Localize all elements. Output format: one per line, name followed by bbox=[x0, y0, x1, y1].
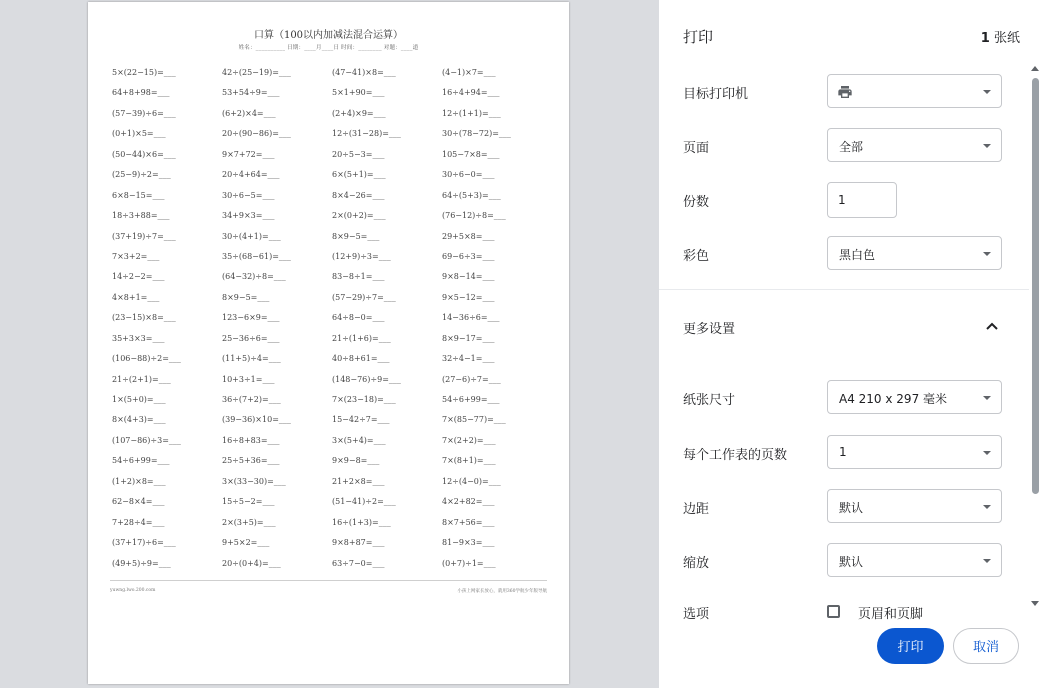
destination-row bbox=[683, 74, 1003, 110]
problem-item: 25÷5+36=___ bbox=[222, 456, 280, 466]
scroll-down-arrow[interactable] bbox=[1031, 601, 1039, 606]
problem-item: 30÷(78−72)=___ bbox=[442, 129, 511, 139]
paper-size-row bbox=[683, 380, 1003, 416]
problem-item: 9×8−14=___ bbox=[442, 272, 495, 282]
problem-item: 6×(5+1)=___ bbox=[332, 170, 386, 180]
problem-item: 54÷6+99=___ bbox=[442, 395, 500, 404]
problem-item: 8×9−5=___ bbox=[332, 231, 380, 241]
copies-row bbox=[683, 182, 1003, 218]
problem-row bbox=[112, 288, 552, 308]
problem-item: (2+4)×9=___ bbox=[332, 108, 386, 118]
problem-grid bbox=[112, 63, 552, 574]
problem-item: (107−86)÷3=___ bbox=[112, 435, 181, 445]
problem-item: 4×2+82=___ bbox=[442, 497, 495, 507]
problem-row bbox=[112, 472, 552, 492]
problem-row bbox=[112, 349, 552, 369]
problem-item: 64÷(5+3)=___ bbox=[442, 190, 501, 200]
print-button[interactable]: 打印 bbox=[877, 628, 944, 664]
problem-item: 9×9−8=___ bbox=[332, 456, 380, 466]
problem-item: (27−6)÷7=___ bbox=[442, 374, 501, 384]
problem-item: 7+28÷4=___ bbox=[112, 517, 165, 527]
problem-item: 9+5×2=___ bbox=[222, 538, 270, 548]
problem-item: (37+19)÷7=___ bbox=[112, 231, 176, 241]
problem-item: 62−8×4=___ bbox=[112, 497, 165, 507]
problem-row bbox=[112, 554, 552, 574]
problem-item: 105−7×8=___ bbox=[442, 149, 500, 159]
scale-select[interactable] bbox=[827, 543, 1002, 577]
problem-item: 10+3÷1=___ bbox=[222, 374, 275, 384]
problem-item: 4×8+1=___ bbox=[112, 292, 160, 302]
scale-value: 默认 bbox=[839, 555, 864, 569]
scale-row bbox=[683, 543, 1003, 579]
problem-item: 5×(22−15)=___ bbox=[112, 68, 176, 77]
problem-row bbox=[112, 513, 552, 533]
problem-item: 34+9×3=___ bbox=[222, 211, 275, 221]
margins-label: 边距 bbox=[683, 502, 710, 517]
problem-item: 53+54÷9=___ bbox=[222, 88, 280, 98]
problem-item: 7×(8+1)=___ bbox=[442, 456, 496, 466]
problem-row bbox=[112, 390, 552, 410]
problem-item: 83−8÷1=___ bbox=[332, 272, 385, 282]
problem-item: 7×3+2=___ bbox=[112, 251, 160, 261]
destination-select[interactable] bbox=[827, 74, 1002, 108]
problem-item: (39−36)×10=___ bbox=[222, 415, 291, 425]
problem-row bbox=[112, 165, 552, 185]
problem-item: 15−42÷7=___ bbox=[332, 415, 390, 425]
problem-item: 8×(4+3)=___ bbox=[112, 415, 166, 425]
chevron-down-icon bbox=[983, 252, 991, 256]
problem-item: (51−41)÷2=___ bbox=[332, 497, 396, 507]
problem-item: 18÷3+88=___ bbox=[112, 211, 170, 221]
problem-item: 7×(23−18)=___ bbox=[332, 395, 396, 404]
problem-item: (0+7)÷1=___ bbox=[442, 558, 496, 568]
problem-item: (25−9)÷2=___ bbox=[112, 170, 171, 180]
problem-item: 2×(3+5)=___ bbox=[222, 517, 276, 527]
problem-item: (47−41)×8=___ bbox=[332, 68, 396, 77]
problem-item: 20÷5−3=___ bbox=[332, 149, 385, 159]
problem-item: (57−39)÷6=___ bbox=[112, 108, 176, 118]
panel-title: 打印 bbox=[683, 28, 714, 46]
copies-label: 份数 bbox=[683, 195, 710, 210]
color-select[interactable] bbox=[827, 236, 1002, 270]
problem-row bbox=[112, 124, 552, 144]
problem-row bbox=[112, 227, 552, 247]
cancel-button[interactable]: 取消 bbox=[953, 628, 1019, 664]
chevron-down-icon bbox=[983, 396, 991, 400]
problem-item: 32÷4−1=___ bbox=[442, 354, 495, 364]
color-row bbox=[683, 236, 1003, 272]
pages-per-sheet-row bbox=[683, 435, 1003, 471]
problem-item: 54÷6+99=___ bbox=[112, 456, 170, 466]
problem-row bbox=[112, 308, 552, 328]
print-settings-panel bbox=[659, 0, 1043, 688]
problem-row bbox=[112, 145, 552, 165]
problem-item: 9×8+87=___ bbox=[332, 538, 385, 548]
pages-row bbox=[683, 128, 1003, 164]
margins-value: 默认 bbox=[839, 501, 864, 515]
problem-item: (1+2)×8=___ bbox=[112, 476, 166, 486]
more-settings-toggle[interactable]: 更多设置 bbox=[683, 322, 736, 337]
color-label: 彩色 bbox=[683, 249, 710, 264]
pages-select[interactable] bbox=[827, 128, 1002, 162]
problem-item: 9×7+72=___ bbox=[222, 149, 275, 159]
chevron-down-icon bbox=[983, 559, 991, 563]
problem-row bbox=[112, 410, 552, 430]
problem-item: 123−6×9=___ bbox=[222, 313, 280, 323]
problem-item: 12÷(4−0)=___ bbox=[442, 476, 501, 486]
problem-item: 16÷8+83=___ bbox=[222, 435, 280, 445]
problem-item: 30÷6−0=___ bbox=[442, 170, 495, 180]
problem-row bbox=[112, 104, 552, 124]
problem-item: (12+9)÷3=___ bbox=[332, 251, 391, 261]
worksheet-meta: 姓名：__________ 日期：____月____日 时间：________ 对题：____道 bbox=[238, 45, 419, 51]
problem-row bbox=[112, 492, 552, 512]
footer-rule bbox=[110, 580, 547, 581]
headers-footers-checkbox[interactable] bbox=[827, 605, 840, 618]
problem-item: 6×8−15=___ bbox=[112, 190, 165, 200]
problem-item: 16÷(1+3)=___ bbox=[332, 517, 391, 527]
problem-item: 64÷8−0=___ bbox=[332, 313, 385, 323]
problem-item: (23−15)×8=___ bbox=[112, 313, 176, 323]
problem-row bbox=[112, 186, 552, 206]
problem-item: 16÷4+94=___ bbox=[442, 88, 500, 98]
paper-size-select[interactable] bbox=[827, 380, 1002, 414]
problem-row bbox=[112, 451, 552, 471]
scrollbar-thumb[interactable] bbox=[1032, 78, 1039, 494]
chevron-down-icon bbox=[983, 451, 991, 455]
copies-input[interactable] bbox=[827, 182, 897, 218]
pages-value: 全部 bbox=[839, 140, 864, 154]
problem-row bbox=[112, 329, 552, 349]
problem-item: 42÷(25−19)=___ bbox=[222, 68, 291, 77]
pages-per-sheet-label: 每个工作表的页数 bbox=[683, 448, 788, 463]
problem-item: 3×(33−30)=___ bbox=[222, 476, 286, 486]
worksheet-title: 口算（100以内加减法混合运算） bbox=[253, 30, 404, 41]
color-value: 黑白色 bbox=[839, 248, 876, 262]
problem-item: 81−9×3=___ bbox=[442, 538, 495, 548]
settings-scroll-area[interactable] bbox=[659, 64, 1029, 622]
margins-select[interactable] bbox=[827, 489, 1002, 523]
options-label: 选项 bbox=[683, 607, 710, 622]
problem-item: 35÷(68−61)=___ bbox=[222, 251, 291, 261]
problem-item: 69−6÷3=___ bbox=[442, 251, 495, 261]
problem-item: 36÷(7+2)=___ bbox=[222, 395, 281, 404]
problem-item: 21+2×8=___ bbox=[332, 476, 385, 486]
problem-item: (6+2)×4=___ bbox=[222, 108, 276, 118]
problem-row bbox=[112, 267, 552, 287]
problem-item: (11+5)÷4=___ bbox=[222, 354, 281, 364]
margins-row bbox=[683, 489, 1003, 525]
paper-size-value: A4 210 x 297 毫米 bbox=[839, 392, 948, 406]
problem-item: 8×7+56=___ bbox=[442, 517, 495, 527]
problem-item: 35+3×3=___ bbox=[112, 333, 165, 343]
problem-row bbox=[112, 206, 552, 226]
problem-item: 2×(0+2)=___ bbox=[332, 211, 386, 221]
problem-item: 63÷7−0=___ bbox=[332, 558, 385, 568]
problem-item: 8×9−5=___ bbox=[222, 292, 270, 302]
problem-item: (37+17)÷6=___ bbox=[112, 538, 176, 548]
headers-footers-label[interactable]: 页眉和页脚 bbox=[858, 607, 924, 622]
problem-item: 7×(85−77)=___ bbox=[442, 415, 506, 425]
problem-item: (57−29)÷7=___ bbox=[332, 292, 396, 302]
problem-row bbox=[112, 431, 552, 451]
problem-item: 20÷4+64=___ bbox=[222, 170, 280, 180]
scroll-up-arrow[interactable] bbox=[1031, 66, 1039, 71]
footer-url: yuwng.lwo.200.com bbox=[110, 588, 156, 593]
pages-per-sheet-select[interactable] bbox=[827, 435, 1002, 469]
problem-item: 64+8+98=___ bbox=[112, 88, 170, 98]
problem-item: 8×4−26=___ bbox=[332, 190, 385, 200]
pages-label: 页面 bbox=[683, 141, 710, 156]
sheet-count-unit: 张纸 bbox=[993, 31, 1020, 46]
problem-item: (64−32)÷8=___ bbox=[222, 272, 286, 282]
problem-item: (4−1)×7=___ bbox=[442, 68, 496, 77]
footer-note: 小孩上网家长放心，就用360学航少年版导航 bbox=[457, 589, 547, 594]
problem-item: 20÷(90−86)=___ bbox=[222, 129, 291, 139]
problem-item: (50−44)×6=___ bbox=[112, 149, 176, 159]
problem-item: 9×5−12=___ bbox=[442, 292, 495, 302]
printer-icon bbox=[837, 84, 853, 100]
problem-item: (148−76)÷9=___ bbox=[332, 374, 401, 384]
problem-item: 14−36÷6=___ bbox=[442, 313, 500, 323]
problem-item: 30÷(4+1)=___ bbox=[222, 231, 281, 241]
problem-row bbox=[112, 370, 552, 390]
problem-item: 14÷2−2=___ bbox=[112, 272, 165, 282]
chevron-down-icon bbox=[983, 505, 991, 509]
sheet-count bbox=[981, 27, 1020, 46]
problem-item: (106−88)÷2=___ bbox=[112, 354, 181, 364]
problem-item: (49+5)÷9=___ bbox=[112, 558, 171, 568]
problem-row bbox=[112, 533, 552, 553]
problem-row bbox=[112, 83, 552, 103]
section-divider bbox=[659, 289, 1029, 290]
pages-per-sheet-value: 1 bbox=[839, 445, 847, 459]
problem-item: 15÷5−2=___ bbox=[222, 497, 275, 507]
problem-item: (0+1)×5=___ bbox=[112, 129, 166, 139]
problem-item: 30÷6−5=___ bbox=[222, 190, 275, 200]
preview-page bbox=[88, 2, 569, 684]
sheet-count-number: 1 bbox=[980, 31, 990, 46]
chevron-down-icon bbox=[983, 144, 991, 148]
problem-item: 3×(5+4)=___ bbox=[332, 435, 386, 445]
paper-size-label: 纸张尺寸 bbox=[683, 393, 736, 408]
problem-item: 8×9−17=___ bbox=[442, 333, 495, 343]
problem-item: 7×(2+2)=___ bbox=[442, 435, 496, 445]
chevron-down-icon bbox=[983, 90, 991, 94]
chevron-up-icon[interactable] bbox=[986, 321, 998, 331]
problem-item: 5×1+90=___ bbox=[332, 88, 385, 98]
problem-item: 29+5×8=___ bbox=[442, 231, 495, 241]
scale-label: 缩放 bbox=[683, 556, 710, 571]
problem-item: 12÷(31−28)=___ bbox=[332, 129, 401, 139]
problem-row bbox=[112, 247, 552, 267]
problem-item: 21÷(1+6)=___ bbox=[332, 333, 391, 343]
problem-row bbox=[112, 63, 552, 83]
problem-item: 20÷(0+4)=___ bbox=[222, 558, 281, 568]
problem-item: 40÷8+61=___ bbox=[332, 354, 390, 364]
problem-item: 1×(5+0)=___ bbox=[112, 395, 166, 404]
problem-item: 12÷(1+1)=___ bbox=[442, 108, 501, 118]
problem-item: 25−36÷6=___ bbox=[222, 333, 280, 343]
problem-item: 21÷(2+1)=___ bbox=[112, 374, 171, 384]
destination-label: 目标打印机 bbox=[683, 87, 749, 102]
problem-item: (76−12)÷8=___ bbox=[442, 211, 506, 221]
